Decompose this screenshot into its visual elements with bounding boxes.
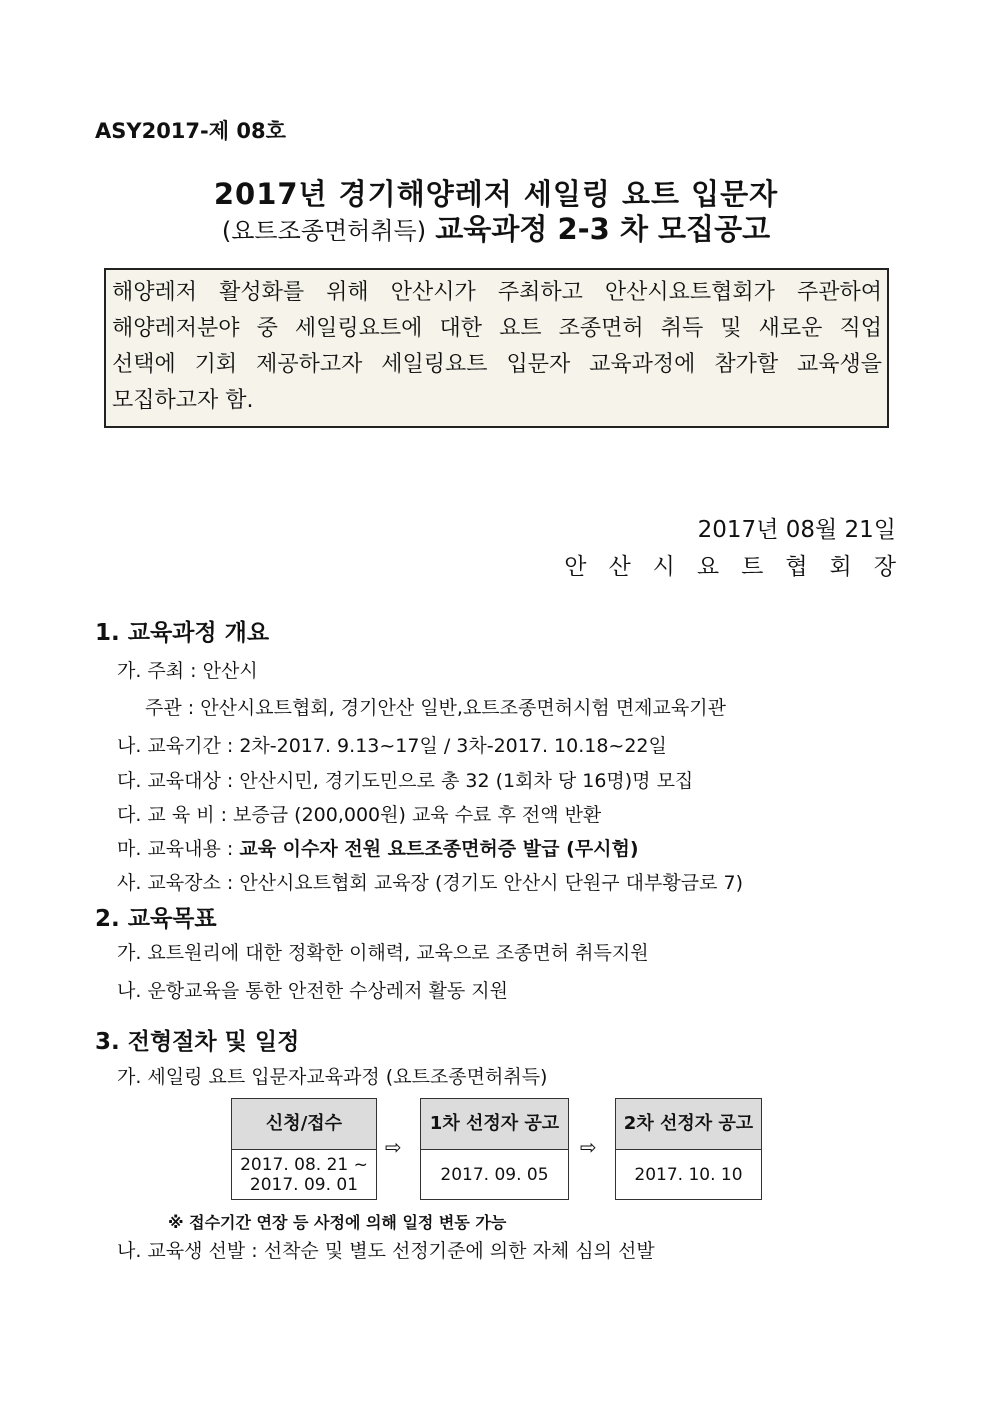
target-line: 다. 교육대상 : 안산시민, 경기도민으로 총 32 (1회차 당 16명)명 모집 bbox=[117, 770, 694, 792]
step-title: 1차 선정자 공고 bbox=[421, 1099, 568, 1150]
step-date-line: 2017. 08. 21 ~ bbox=[240, 1154, 368, 1175]
subtitle-main: 교육과정 2-3 차 모집공고 bbox=[435, 212, 771, 246]
place-line: 사. 교육장소 : 안산시요트협회 교육장 (경기도 안산시 단원구 대부황금로 7) bbox=[117, 872, 743, 894]
intro-line: 해양레저분야 중 세일링요트에 대한 요트 조종면허 취득 및 새로운 직업 bbox=[112, 316, 882, 341]
content-line bbox=[117, 834, 639, 861]
schedule-note: ※ 접수기간 연장 등 사정에 의해 일정 변동 가능 bbox=[168, 1213, 507, 1232]
announcement-date: 2017년 08월 21일 bbox=[697, 517, 896, 543]
arrow-right-icon: ⇨ bbox=[580, 1135, 597, 1159]
step-title: 2차 선정자 공고 bbox=[616, 1099, 761, 1150]
organizer-line: 주관 : 안산시요트협회, 경기안산 일반,요트조종면허시험 면제교육기관 bbox=[145, 697, 726, 719]
schedule-step bbox=[615, 1098, 762, 1200]
arrow-right-icon: ⇨ bbox=[385, 1135, 402, 1159]
intro-line: 선택에 기회 제공하고자 세일링요트 입문자 교육과정에 참가할 교육생을 bbox=[112, 352, 882, 377]
course-line: 가. 세일링 요트 입문자교육과정 (요트조종면허취득) bbox=[117, 1066, 548, 1088]
intro-box bbox=[104, 268, 889, 428]
goal-line: 가. 요트원리에 대한 정확한 이해력, 교육으로 조종면허 취득지원 bbox=[117, 942, 649, 964]
step-date: 2017. 10. 10 bbox=[634, 1164, 743, 1185]
section2-heading: 2. 교육목표 bbox=[95, 906, 217, 932]
section1-heading: 1. 교육과정 개요 bbox=[95, 620, 270, 646]
selection-line: 나. 교육생 선발 : 선착순 및 별도 선정기준에 의한 자체 심의 선발 bbox=[117, 1240, 655, 1262]
step-date: 2017. 09. 05 bbox=[440, 1164, 549, 1185]
document-number: ASY2017-제 08호 bbox=[95, 119, 286, 143]
fee-line: 다. 교 육 비 : 보증금 (200,000원) 교육 수료 후 전액 반환 bbox=[117, 804, 602, 826]
content-value: 교육 이수자 전원 요트조종면허증 발급 (무시험) bbox=[239, 838, 639, 860]
schedule-step bbox=[420, 1098, 569, 1200]
step-title: 신청/접수 bbox=[232, 1099, 376, 1150]
schedule-step bbox=[231, 1098, 377, 1200]
host-line: 가. 주최 : 안산시 bbox=[117, 660, 258, 682]
period-line: 나. 교육기간 : 2차-2017. 9.13~17일 / 3차-2017. 10.18~22일 bbox=[117, 735, 667, 757]
subtitle-prefix: (요트조종면허취득) bbox=[221, 217, 427, 245]
step-date-line: 2017. 09. 01 bbox=[249, 1174, 359, 1195]
section3-heading: 3. 전형절차 및 일정 bbox=[95, 1029, 300, 1055]
step-date bbox=[232, 1150, 376, 1199]
signature: 안산시요트협회장 bbox=[564, 554, 918, 580]
page-title: 2017년 경기해양레저 세일링 요트 입문자 bbox=[213, 177, 779, 211]
goal-line: 나. 운항교육을 통한 안전한 수상레저 활동 지원 bbox=[117, 980, 509, 1002]
intro-line: 모집하고자 함. bbox=[112, 388, 254, 413]
intro-line: 해양레저 활성화를 위해 안산시가 주최하고 안산시요트협회가 주관하여 bbox=[112, 280, 882, 305]
content-label: 마. 교육내용 : bbox=[117, 838, 240, 860]
page-subtitle bbox=[0, 207, 992, 248]
